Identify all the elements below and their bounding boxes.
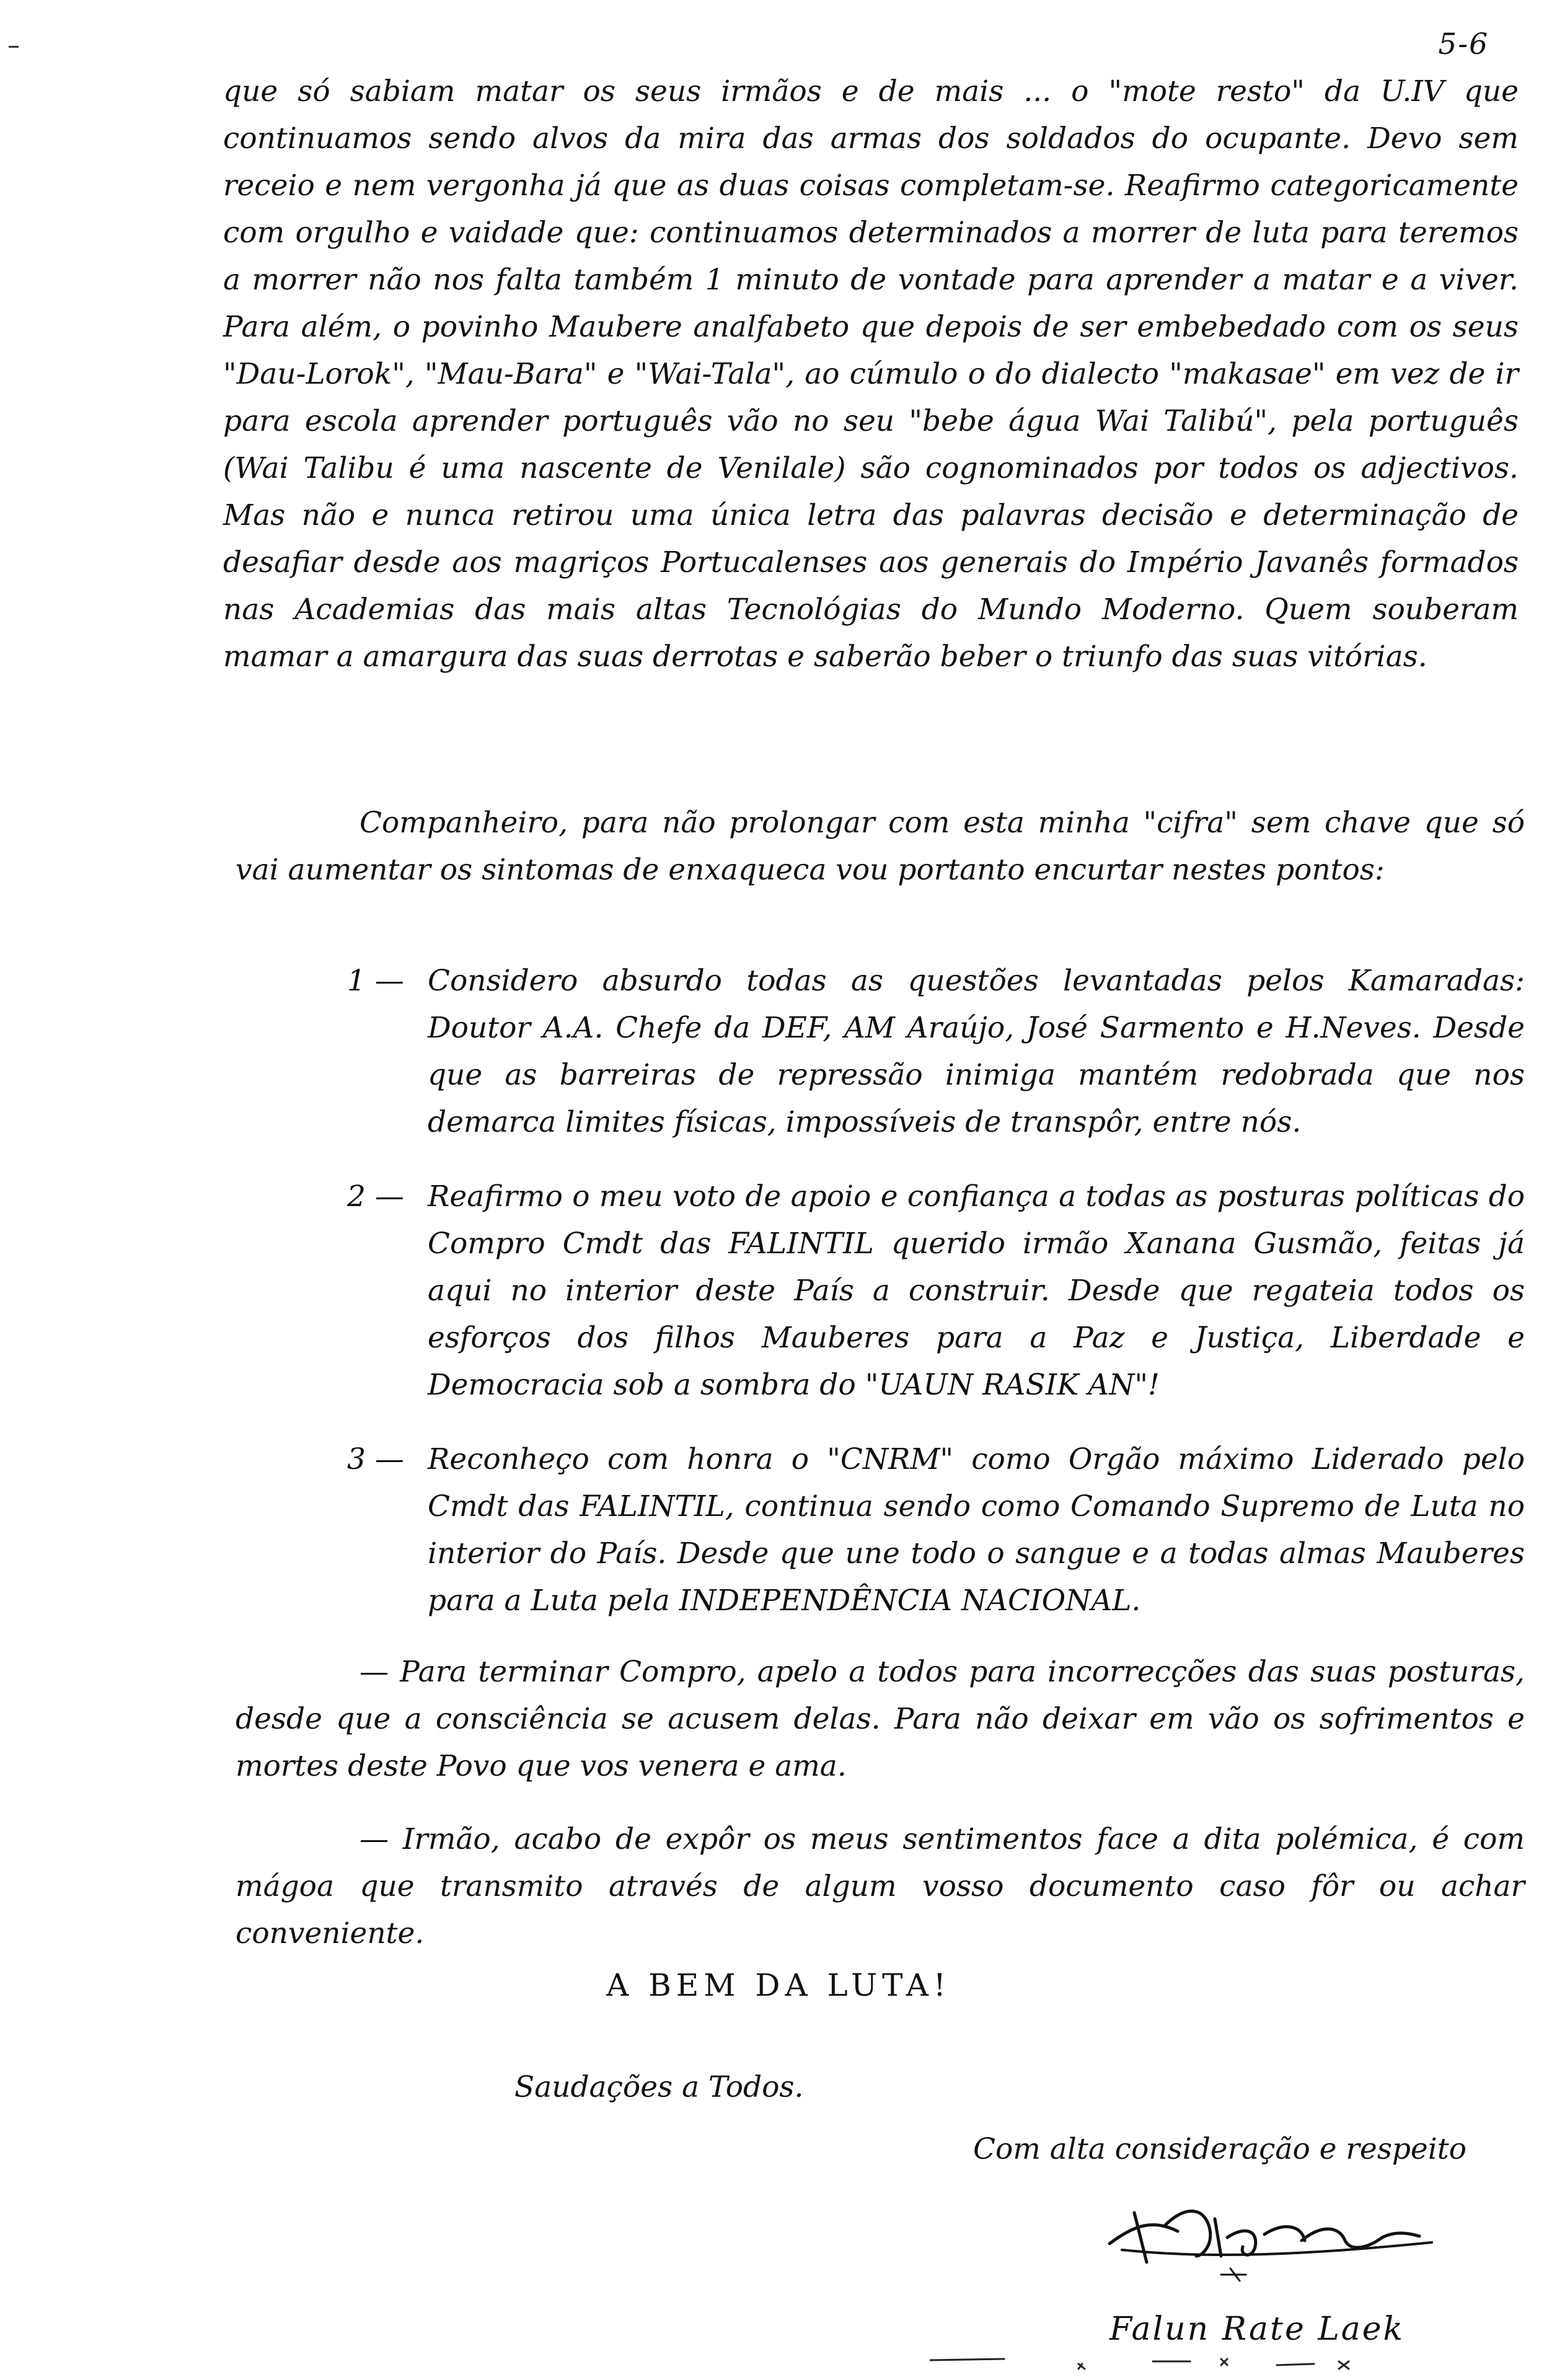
intro-paragraph: Companheiro, para não prolongar com esta minha "cifra" sem chave que só vai aumentar os sintomas de enxaqueca vou portanto encurtar nestes pontos: bbox=[236, 806, 1525, 887]
point-item bbox=[347, 1436, 1525, 1624]
scan-marks bbox=[930, 2337, 1488, 2374]
motto: A BEM DA LUTA! bbox=[606, 1967, 951, 2003]
point-item bbox=[347, 958, 1525, 1146]
point-text: Considero absurdo todas as questões levantadas pelos Kamaradas: Doutor A.A. Chefe da DEF, AM Araújo, José Sarmento e H.Neves. Desde que as barreiras de repressão inimiga mantém redobrada que nos demarca limites físicas, impossíveis de transpôr, entre nós. bbox=[428, 964, 1525, 1139]
points-list bbox=[347, 958, 1525, 1652]
point-item bbox=[347, 1173, 1525, 1409]
handwritten-signature bbox=[1097, 2188, 1444, 2287]
point-number: 2 — bbox=[347, 1179, 404, 1214]
greeting: Saudações a Todos. bbox=[514, 2070, 804, 2104]
point-number: 1 — bbox=[347, 964, 404, 998]
point-number: 3 — bbox=[347, 1442, 404, 1476]
point-text: Reafirmo o meu voto de apoio e confiança a todas as posturas políticas do Compro Cmdt das FALINTIL querido irmão Xanana Gusmão, feitas já aqui no interior deste País a construir. Desde que regateia todos os esforços dos filhos Mauberes para a Paz e Justiça, Liberdade e Democracia sob a sombra do "UAUN RASIK AN"! bbox=[428, 1179, 1525, 1402]
closing-paragraph-2: — Irmão, acabo de expôr os meus sentimentos face a dita polémica, é com mágoa que transmito através de algum vosso documento caso fôr ou achar conveniente. bbox=[236, 1822, 1525, 1950]
signatory-name: Falun Rate Laek bbox=[1109, 2311, 1405, 2348]
closing-paragraph-1: — Para terminar Compro, apelo a todos para incorrecções das suas posturas, desde que a consciência se acusem delas. Para não deixar em vão os sofrimentos e mortes deste Povo que vos venera e ama. bbox=[236, 1655, 1525, 1783]
margin-mark bbox=[9, 46, 19, 48]
regards-line: Com alta consideração e respeito bbox=[973, 2132, 1467, 2166]
point-text: Reconheço com honra o "CNRM" como Orgão máximo Liderado pelo Cmdt das FALINTIL, continua sendo como Comando Supremo de Luta no interior do País. Desde que une todo o sangue e a todas almas Mauberes para a Luta pela INDEPENDÊNCIA NACIONAL. bbox=[428, 1442, 1525, 1618]
opening-paragraph: que só sabiam matar os seus irmãos e de mais ... o "mote resto" da U.IV que continuamos sendo alvos da mira das armas dos soldados do ocupante. Devo sem receio e nem vergonha já que as duas coisas completam-se. Reafirmo categoricamente com orgulho e vaidade que: continuamos determinados a morrer de luta para teremos a morrer não nos falta também 1 minuto de vontade para aprender a matar e a viver. Para além, o povinho Maubere analfabeto que depois de ser embebedado com os seus "Dau-Lorok", "Mau-Bara" e "Wai-Tala", ao cúmulo o do dialecto "makasae" em vez de ir para escola aprender português vão no seu "bebe água Wai Talibú", pela português (Wai Talibu é uma nascente de Venilale) são cognominados por todos os adjectivos. Mas não e nunca retirou uma única letra das palavras decisão e determinação de desafiar desde aos magriços Portucalenses aos generais do Império Javanês formados nas Academias das mais altas Tecnológias do Mundo Moderno. Quem souberam mamar a amargura das suas derrotas e saberão beber o triunfo das suas vitórias. bbox=[223, 74, 1519, 674]
page-number: 5-6 bbox=[1438, 27, 1489, 61]
